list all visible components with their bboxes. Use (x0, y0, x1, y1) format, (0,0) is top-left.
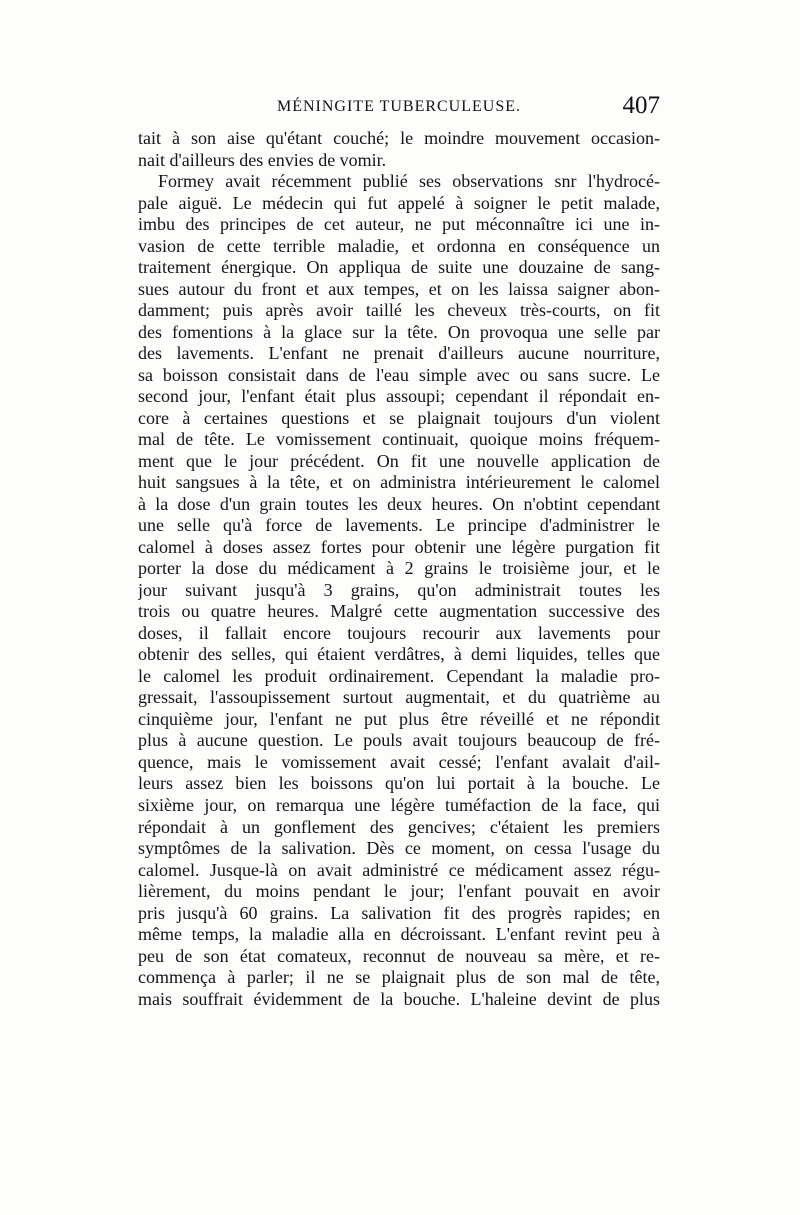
text-line: à la dose d'un grain toutes les deux heures. On n'obtint cependant (138, 493, 660, 514)
text-line: damment; puis après avoir taillé les cheveux très-courts, on fit (138, 300, 660, 321)
text-line: cinquième jour, l'enfant ne put plus être réveillé et ne répondit (138, 708, 660, 729)
text-line: huit sangsues à la tête, et on administra intérieurement le calomel (138, 472, 660, 493)
page-number: 407 (622, 92, 660, 119)
body-text (138, 128, 660, 1010)
text-line: mais souffrait évidemment de la bouche. L'haleine devint de plus (138, 988, 660, 1009)
text-line: symptômes de la salivation. Dès ce moment, on cessa l'usage du (138, 838, 660, 859)
text-line: gressait, l'assoupissement surtout augmentait, et du quatrième au (138, 687, 660, 708)
text-line: lièrement, du moins pendant le jour; l'enfant pouvait en avoir (138, 881, 660, 902)
text-line: doses, il fallait encore toujours recourir aux lavements pour (138, 622, 660, 643)
text-line: sa boisson consistait dans de l'eau simple avec ou sans sucre. Le (138, 364, 660, 385)
text-line: tait à son aise qu'étant couché; le moindre mouvement occasion- (138, 128, 660, 148)
text-line: jour suivant jusqu'à 3 grains, qu'on administrait toutes les (138, 579, 660, 600)
text-line: plus à aucune question. Le pouls avait toujours beaucoup de fré- (138, 730, 660, 751)
text-line: nait d'ailleurs des envies de vomir. (138, 149, 387, 170)
text-line: obtenir des selles, qui étaient verdâtres, à demi liquides, telles que (138, 644, 660, 665)
running-head (138, 92, 660, 122)
text-line: trois ou quatre heures. Malgré cette augmentation successive des (138, 601, 660, 622)
text-line: répondait à un gonflement des gencives; c'étaient les premiers (138, 816, 660, 837)
text-line: pris jusqu'à 60 grains. La salivation fit des progrès rapides; en (138, 902, 660, 923)
text-line: core à certaines questions et se plaignait toujours d'un violent (138, 407, 660, 428)
text-line: leurs assez bien les boissons qu'on lui portait à la bouche. Le (138, 773, 660, 794)
text-line: peu de son état comateux, reconnut de nouveau sa mère, et re- (138, 945, 660, 966)
text-line: calomel. Jusque-là on avait administré ce médicament assez régu- (138, 859, 660, 880)
running-title: MÉNINGITE TUBERCULEUSE. (276, 98, 522, 115)
text-line: même temps, la maladie alla en décroissant. L'enfant revint peu à (138, 924, 660, 945)
text-line: le calomel les produit ordinairement. Cependant la maladie pro- (138, 665, 660, 686)
text-line: ment que le jour précédent. On fit une nouvelle application de (138, 450, 660, 471)
text-line: sues autour du front et aux tempes, et on les laissa saigner abon- (138, 278, 660, 299)
text-line: traitement énergique. On appliqua de suite une douzaine de sang- (138, 257, 660, 278)
text-line: des fomentions à la glace sur la tête. On provoqua une selle par (138, 321, 660, 342)
text-line: mal de tête. Le vomissement continuait, quoique moins fréquem- (138, 429, 660, 450)
text-line: calomel à doses assez fortes pour obtenir une légère purgation fit (138, 536, 660, 557)
text-line: second jour, l'enfant était plus assoupi; cependant il répondait en- (138, 386, 660, 407)
text-line: des lavements. L'enfant ne prenait d'ailleurs aucune nourriture, (138, 343, 660, 364)
text-line: porter la dose du médicament à 2 grains le troisième jour, et le (138, 558, 660, 579)
text-line: une selle qu'à force de lavements. Le principe d'administrer le (138, 515, 660, 536)
text-line: imbu des principes de cet auteur, ne put méconnaître ici une in- (138, 214, 660, 235)
text-line: pale aiguë. Le médecin qui fut appelé à soigner le petit malade, (138, 192, 660, 213)
text-line: quence, mais le vomissement avait cessé; l'enfant avalait d'ail- (138, 751, 660, 772)
text-line: sixième jour, on remarqua une légère tuméfaction de la face, qui (138, 794, 660, 815)
text-line: vasion de cette terrible maladie, et ordonna en conséquence un (138, 235, 660, 256)
text-line: commença à parler; il ne se plaignait plus de son mal de tête, (138, 967, 660, 988)
text-line: Formey avait récemment publié ses observations snr l'hydrocé- (158, 171, 660, 192)
